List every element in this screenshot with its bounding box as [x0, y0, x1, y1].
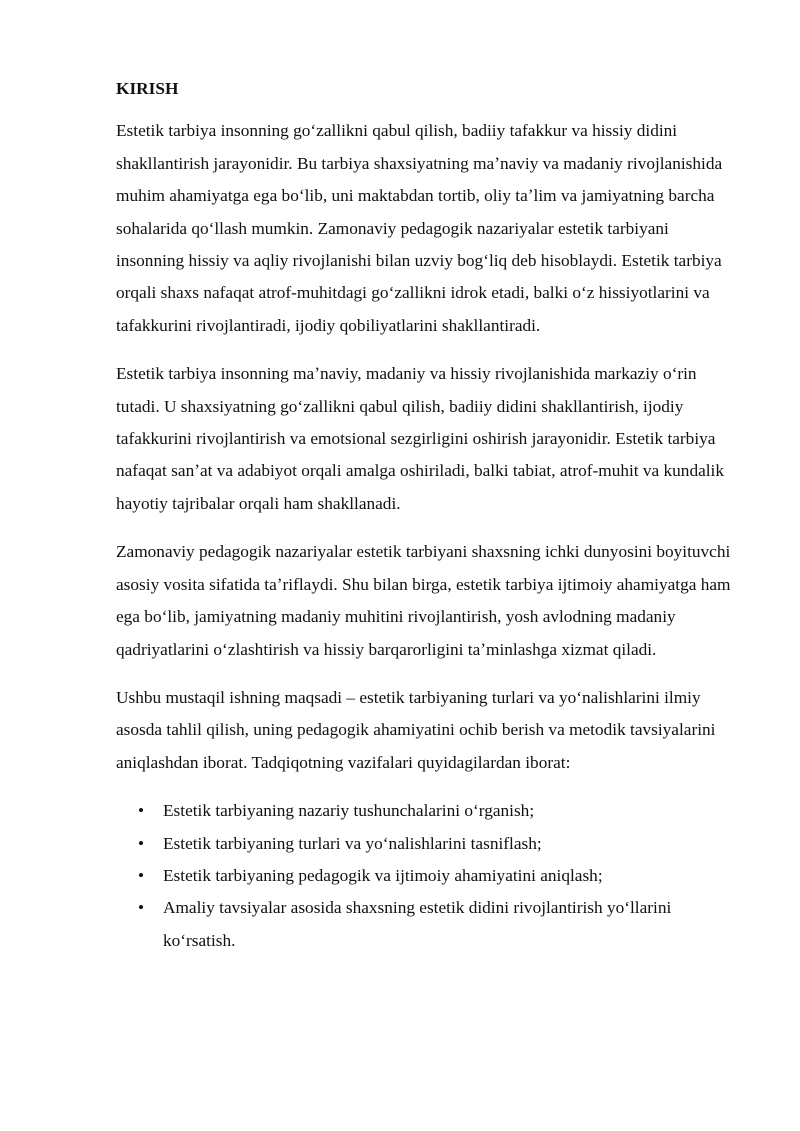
- bullet-icon: •: [138, 801, 145, 821]
- bullet-icon: •: [138, 865, 145, 885]
- tasks-list: [116, 795, 736, 957]
- list-item-text: Amaliy tavsiyalar asosida shaxsning estetik didini rivojlantirish yoʻllarini koʻrsatish.: [163, 898, 672, 950]
- paragraph-4: Ushbu mustaqil ishning maqsadi – estetik tarbiyaning turlari va yoʻnalishlarini ilmiy asosda tahlil qilish, uning pedagogik ahamiyatini ochib berish va metodik tavsiyalarini aniqlashdan iborat. Tadqiqotning vazifalari quyidagilardan iborat:: [116, 687, 716, 772]
- list-item-text: Estetik tarbiyaning pedagogik va ijtimoiy ahamiyatini aniqlash;: [163, 865, 603, 885]
- list-item: [116, 860, 736, 892]
- list-item-text: Estetik tarbiyaning turlari va yoʻnalishlarini tasniflash;: [163, 833, 542, 853]
- list-item-text: Estetik tarbiyaning nazariy tushunchalarini oʻrganish;: [163, 801, 535, 821]
- list-item: [116, 892, 736, 957]
- list-item: [116, 828, 736, 860]
- paragraph-3: Zamonaviy pedagogik nazariyalar estetik tarbiyani shaxsning ichki dunyosini boyituvchi asosiy vosita sifatida taʼriflaydi. Shu bilan birga, estetik tarbiya ijtimoiy ahamiyatga ham ega boʻlib, jamiyatning madaniy muhitini rivojlantirish, yosh avlodning madaniy qadriyatlarini oʻzlashtirish va hissiy barqarorligini taʼminlashga xizmat qiladi.: [116, 542, 731, 659]
- document-page: [116, 73, 736, 957]
- paragraph-1: Estetik tarbiya insonning goʻzallikni qabul qilish, badiiy tafakkur va hissiy didini shakllantirish jarayonidir. Bu tarbiya shaxsiyatning maʼnaviy va madaniy rivojlanishida muhim ahamiyatga ega boʻlib, uni maktabdan tortib, oliy taʼlim va jamiyatning barcha sohalarida qoʻllash mumkin. Zamonaviy pedagogik nazariyalar estetik tarbiyani insonning hissiy va aqliy rivojlanishi bilan uzviy bogʻliq deb hisoblaydi. Estetik tarbiya orqali shaxs nafaqat atrof-muhitdagi goʻzallikni idrok etadi, balki oʻz hissiyotlarini va tafakkurini rivojlantiradi, ijodiy qobiliyatlarini shakllantiradi.: [116, 121, 723, 335]
- paragraph-2: Estetik tarbiya insonning maʼnaviy, madaniy va hissiy rivojlanishida markaziy oʻrin tutadi. U shaxsiyatning goʻzallikni qabul qilish, badiiy didini shakllantirish, ijodiy tafakkurini rivojlantirish va emotsional sezgirligini oshirish jarayonidir. Estetik tarbiya nafaqat sanʼat va adabiyot orqali amalga oshiriladi, balki tabiat, atrof-muhit va kundalik hayotiy tajribalar orqali ham shakllanadi.: [116, 364, 724, 513]
- bullet-icon: •: [138, 833, 145, 853]
- bullet-icon: •: [138, 898, 145, 918]
- section-heading: KIRISH: [116, 79, 179, 98]
- list-item: [116, 795, 736, 827]
